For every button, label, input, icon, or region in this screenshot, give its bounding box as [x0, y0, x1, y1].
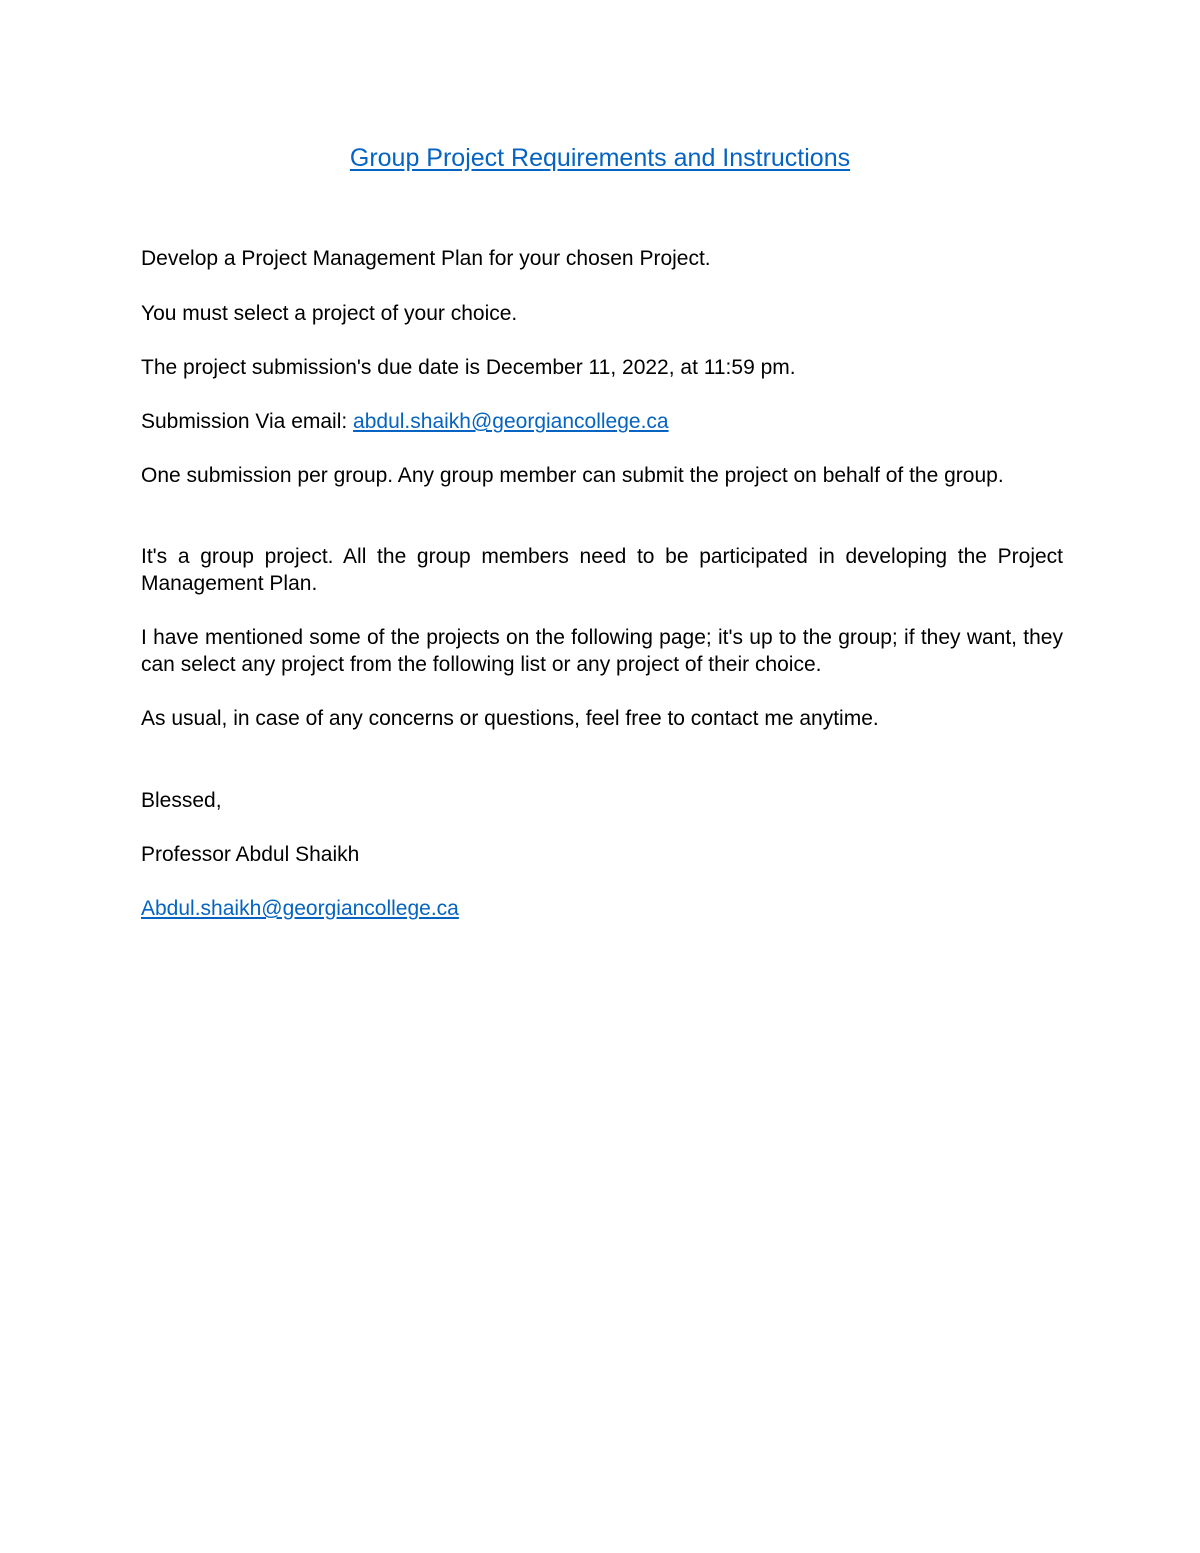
- closing-salutation: Blessed,: [141, 789, 222, 812]
- professor-name: Professor Abdul Shaikh: [141, 843, 360, 866]
- instruction-project-list: I have mentioned some of the projects on the following page; it's up to the group; if they want, they can select any project from the following list or any project of their choice.: [141, 626, 1063, 676]
- instruction-plan: Develop a Project Management Plan for your chosen Project.: [141, 247, 711, 270]
- professor-email-link[interactable]: Abdul.shaikh@georgiancollege.ca: [141, 897, 459, 920]
- submission-email-label: Submission Via email:: [141, 410, 354, 433]
- document-title: Group Project Requirements and Instructions: [349, 144, 851, 172]
- submission-email-link[interactable]: abdul.shaikh@georgiancollege.ca: [353, 410, 669, 433]
- instruction-group-participation: It's a group project. All the group members need to be participated in developing the Project Management Plan.: [141, 545, 1063, 595]
- instruction-one-submission: One submission per group. Any group member can submit the project on behalf of the group.: [141, 464, 1004, 487]
- instruction-submission-email: [141, 408, 1063, 435]
- signature-email: [141, 895, 1063, 922]
- instruction-contact: As usual, in case of any concerns or questions, feel free to contact me anytime.: [141, 707, 879, 730]
- instruction-due-date: The project submission's due date is December 11, 2022, at 11:59 pm.: [141, 356, 796, 379]
- instruction-select-project: You must select a project of your choice.: [141, 302, 518, 325]
